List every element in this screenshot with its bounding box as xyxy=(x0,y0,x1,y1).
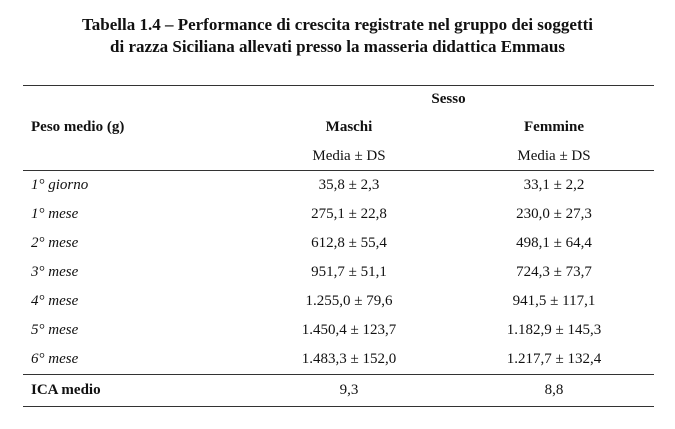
header-row-columns xyxy=(23,112,654,142)
table-row xyxy=(23,200,654,229)
cell-maschi: 275,1 ± 22,8 xyxy=(311,206,387,222)
col-header-maschi: Maschi xyxy=(325,118,373,135)
cell-femmine: 33,1 ± 2,2 xyxy=(454,171,654,201)
row-label: 5° mese xyxy=(31,322,79,338)
sesso-header: Sesso xyxy=(23,86,654,113)
cell-maschi: 1.255,0 ± 79,6 xyxy=(305,293,393,309)
table-row xyxy=(23,229,654,258)
footer-maschi: 9,3 xyxy=(244,375,454,407)
footer-femmine: 8,8 xyxy=(454,375,654,407)
subheader-maschi: Media ± DS xyxy=(312,147,386,164)
row-label: 1° giorno xyxy=(23,171,244,201)
caption-line-1: Tabella 1.4 – Performance di crescita registrate nel gruppo dei soggetti xyxy=(81,15,593,34)
cell-maschi: 35,8 ± 2,3 xyxy=(244,171,454,201)
row-label: 1° mese xyxy=(31,206,79,222)
table-row xyxy=(23,345,654,375)
cell-femmine: 1.217,7 ± 132,4 xyxy=(506,351,602,367)
row-label: 2° mese xyxy=(31,235,79,251)
caption-line-2: di razza Siciliana allevati presso la masseria didattica Emmaus xyxy=(110,37,565,56)
cell-maschi: 1.483,3 ± 152,0 xyxy=(301,351,397,367)
cell-femmine: 498,1 ± 64,4 xyxy=(516,235,592,251)
row-header: Peso medio (g) xyxy=(31,118,125,135)
row-label: 6° mese xyxy=(31,351,79,367)
subheader-femmine: Media ± DS xyxy=(517,147,591,164)
table-row xyxy=(23,287,654,316)
cell-maschi: 612,8 ± 55,4 xyxy=(311,235,387,251)
footer-label: ICA medio xyxy=(23,375,244,407)
cell-femmine: 230,0 ± 27,3 xyxy=(516,206,592,222)
cell-maschi: 1.450,4 ± 123,7 xyxy=(301,322,397,338)
cell-femmine: 724,3 ± 73,7 xyxy=(516,264,592,280)
row-label: 3° mese xyxy=(31,264,79,280)
table-caption xyxy=(0,14,675,58)
footer-row xyxy=(23,375,654,407)
cell-femmine: 1.182,9 ± 145,3 xyxy=(506,322,602,338)
header-row-stats xyxy=(23,142,654,171)
row-label: 4° mese xyxy=(31,293,79,309)
col-header-femmine: Femmine xyxy=(524,118,584,135)
cell-maschi: 951,7 ± 51,1 xyxy=(311,264,387,280)
table-row xyxy=(23,171,654,201)
growth-performance-table xyxy=(23,85,654,407)
header-row-group xyxy=(23,86,654,113)
cell-femmine: 941,5 ± 117,1 xyxy=(512,293,596,309)
table-row xyxy=(23,258,654,287)
table-row xyxy=(23,316,654,345)
